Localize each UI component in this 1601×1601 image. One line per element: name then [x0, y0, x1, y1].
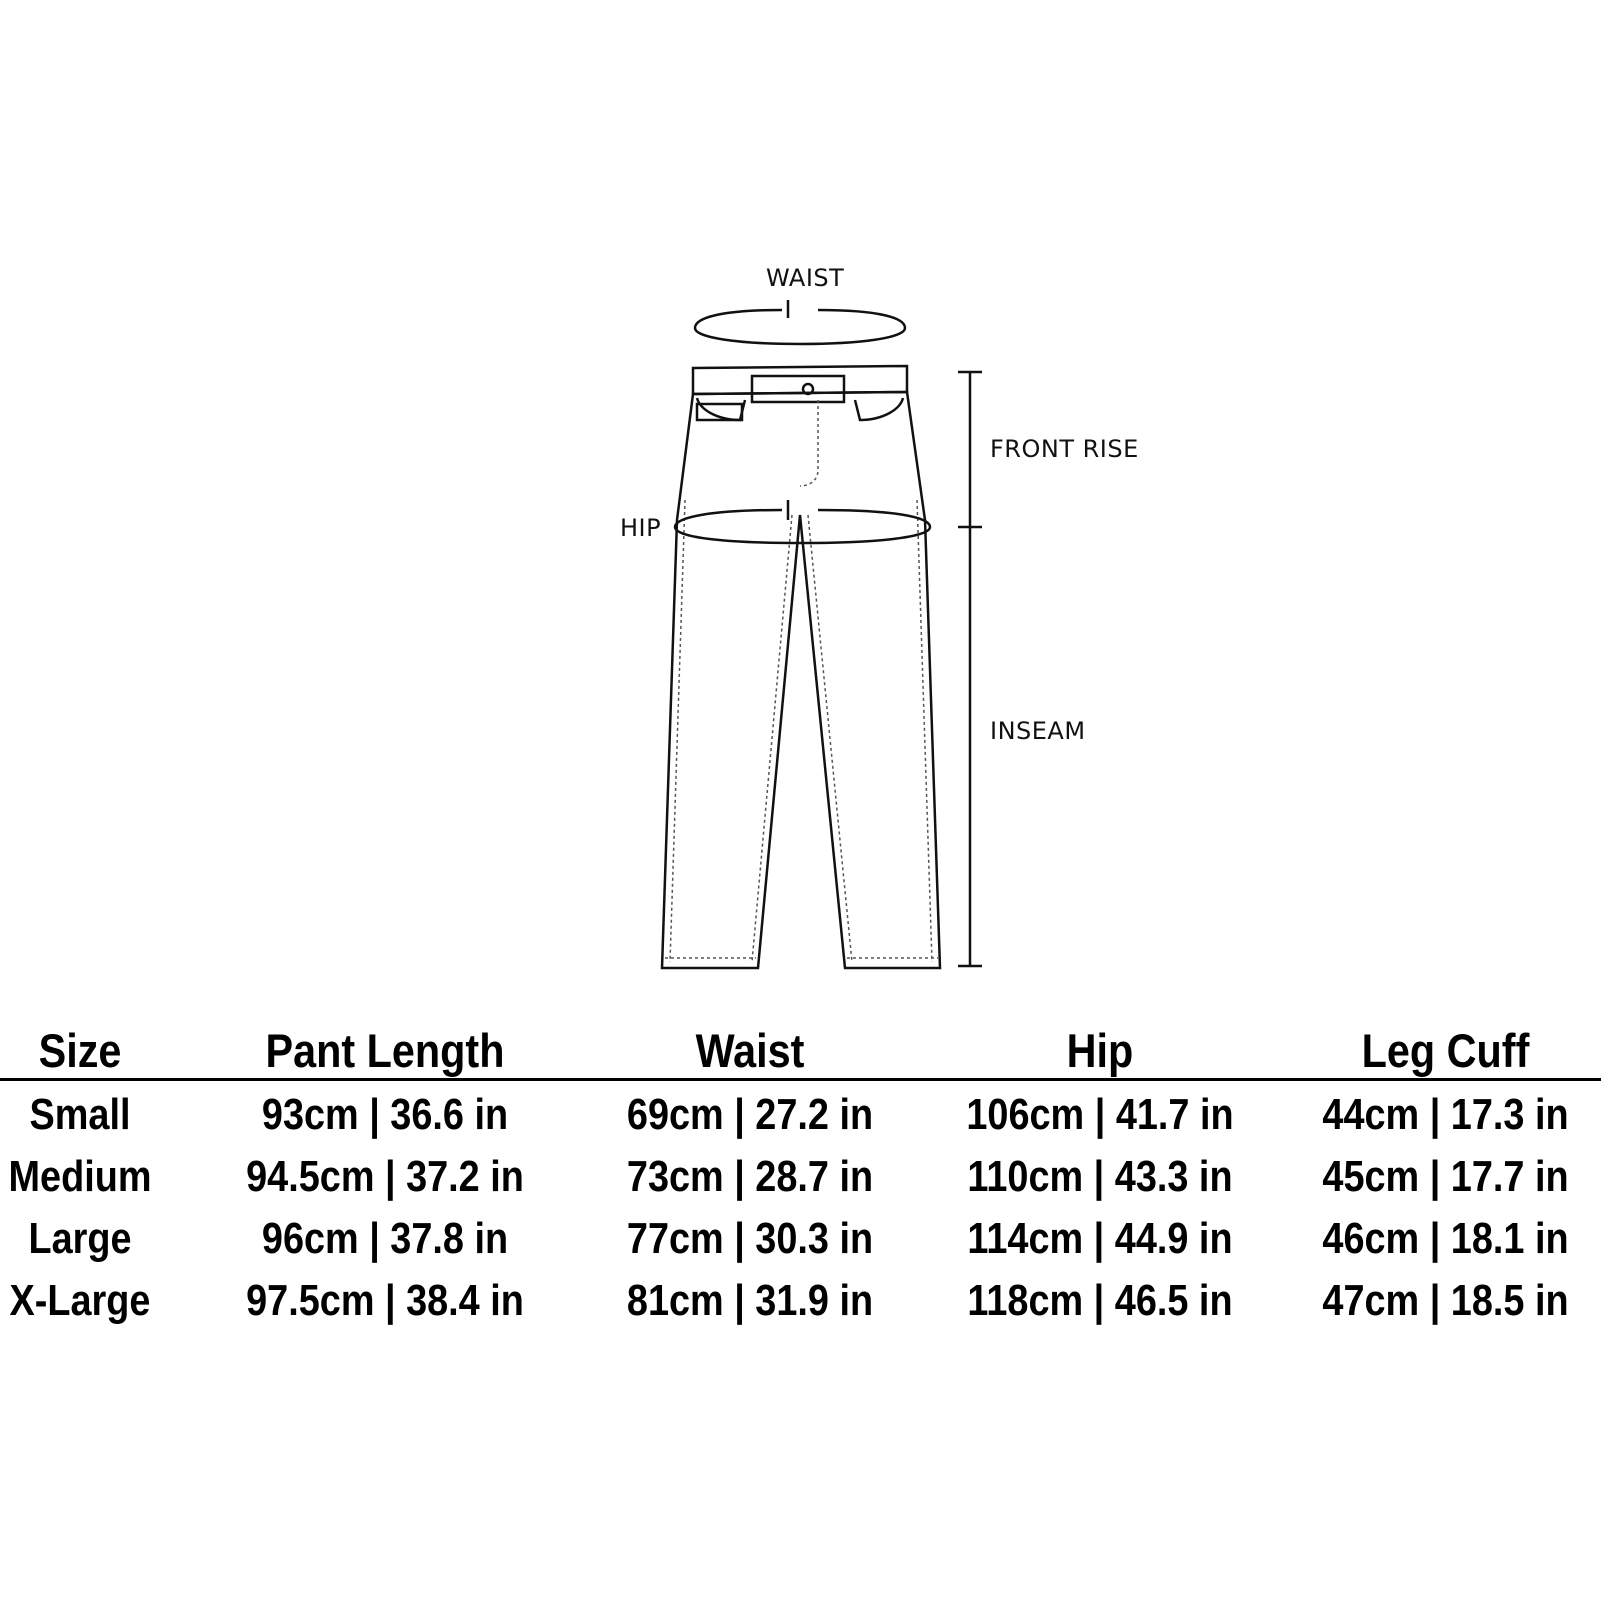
waist-cell: 77cm | 30.3 in	[626, 1214, 874, 1263]
waist-cell: 69cm | 27.2 in	[626, 1090, 874, 1139]
left-outer-stitch	[670, 500, 685, 962]
hip-cell: 110cm | 43.3 in	[967, 1152, 1233, 1201]
leg-cuff-cell: 47cm | 18.5 in	[1322, 1276, 1569, 1325]
fly-stitch	[800, 400, 818, 486]
right-outer-stitch	[917, 500, 932, 962]
waist-cell: 81cm | 31.9 in	[626, 1276, 874, 1325]
header-hip: Hip	[1066, 1023, 1134, 1077]
left-pocket	[697, 398, 745, 420]
size-cell: Large	[28, 1214, 132, 1263]
leg-cuff-cell: 45cm | 17.7 in	[1322, 1152, 1569, 1201]
size-cell: Small	[29, 1090, 131, 1139]
hip-label: HIP	[620, 514, 662, 542]
inseam-label: INSEAM	[990, 717, 1086, 745]
table-row	[0, 1084, 1601, 1146]
header-pant-length: Pant Length	[265, 1023, 505, 1077]
pant-length-cell: 93cm | 36.6 in	[261, 1090, 509, 1139]
header-waist: Waist	[695, 1023, 805, 1077]
table-row	[0, 1270, 1601, 1332]
header-rule	[0, 1078, 1601, 1081]
header-size: Size	[38, 1023, 122, 1077]
waist-label: WAIST	[766, 264, 845, 292]
pant-length-cell: 96cm | 37.8 in	[261, 1214, 509, 1263]
leg-cuff-cell: 44cm | 17.3 in	[1322, 1090, 1569, 1139]
table-row	[0, 1208, 1601, 1270]
size-cell: X-Large	[9, 1276, 151, 1325]
header-leg-cuff: Leg Cuff	[1361, 1023, 1530, 1077]
pant-length-cell: 97.5cm | 38.4 in	[246, 1276, 524, 1325]
size-cell: Medium	[8, 1152, 152, 1201]
pant-outline	[662, 392, 940, 968]
hip-cell: 114cm | 44.9 in	[967, 1214, 1233, 1263]
front-rise-label: FRONT RISE	[990, 435, 1139, 463]
right-inner-stitch	[808, 515, 852, 962]
hip-cell: 106cm | 41.7 in	[966, 1090, 1234, 1139]
table-row	[0, 1146, 1601, 1208]
waist-ellipse	[695, 310, 905, 344]
pant-length-cell: 94.5cm | 37.2 in	[246, 1152, 524, 1201]
right-pocket	[855, 398, 903, 420]
belt-loop-area	[752, 376, 844, 402]
hip-cell: 118cm | 46.5 in	[967, 1276, 1233, 1325]
waist-cell: 73cm | 28.7 in	[626, 1152, 874, 1201]
leg-cuff-cell: 46cm | 18.1 in	[1322, 1214, 1569, 1263]
left-inner-stitch	[752, 515, 792, 962]
waistband	[693, 366, 907, 394]
